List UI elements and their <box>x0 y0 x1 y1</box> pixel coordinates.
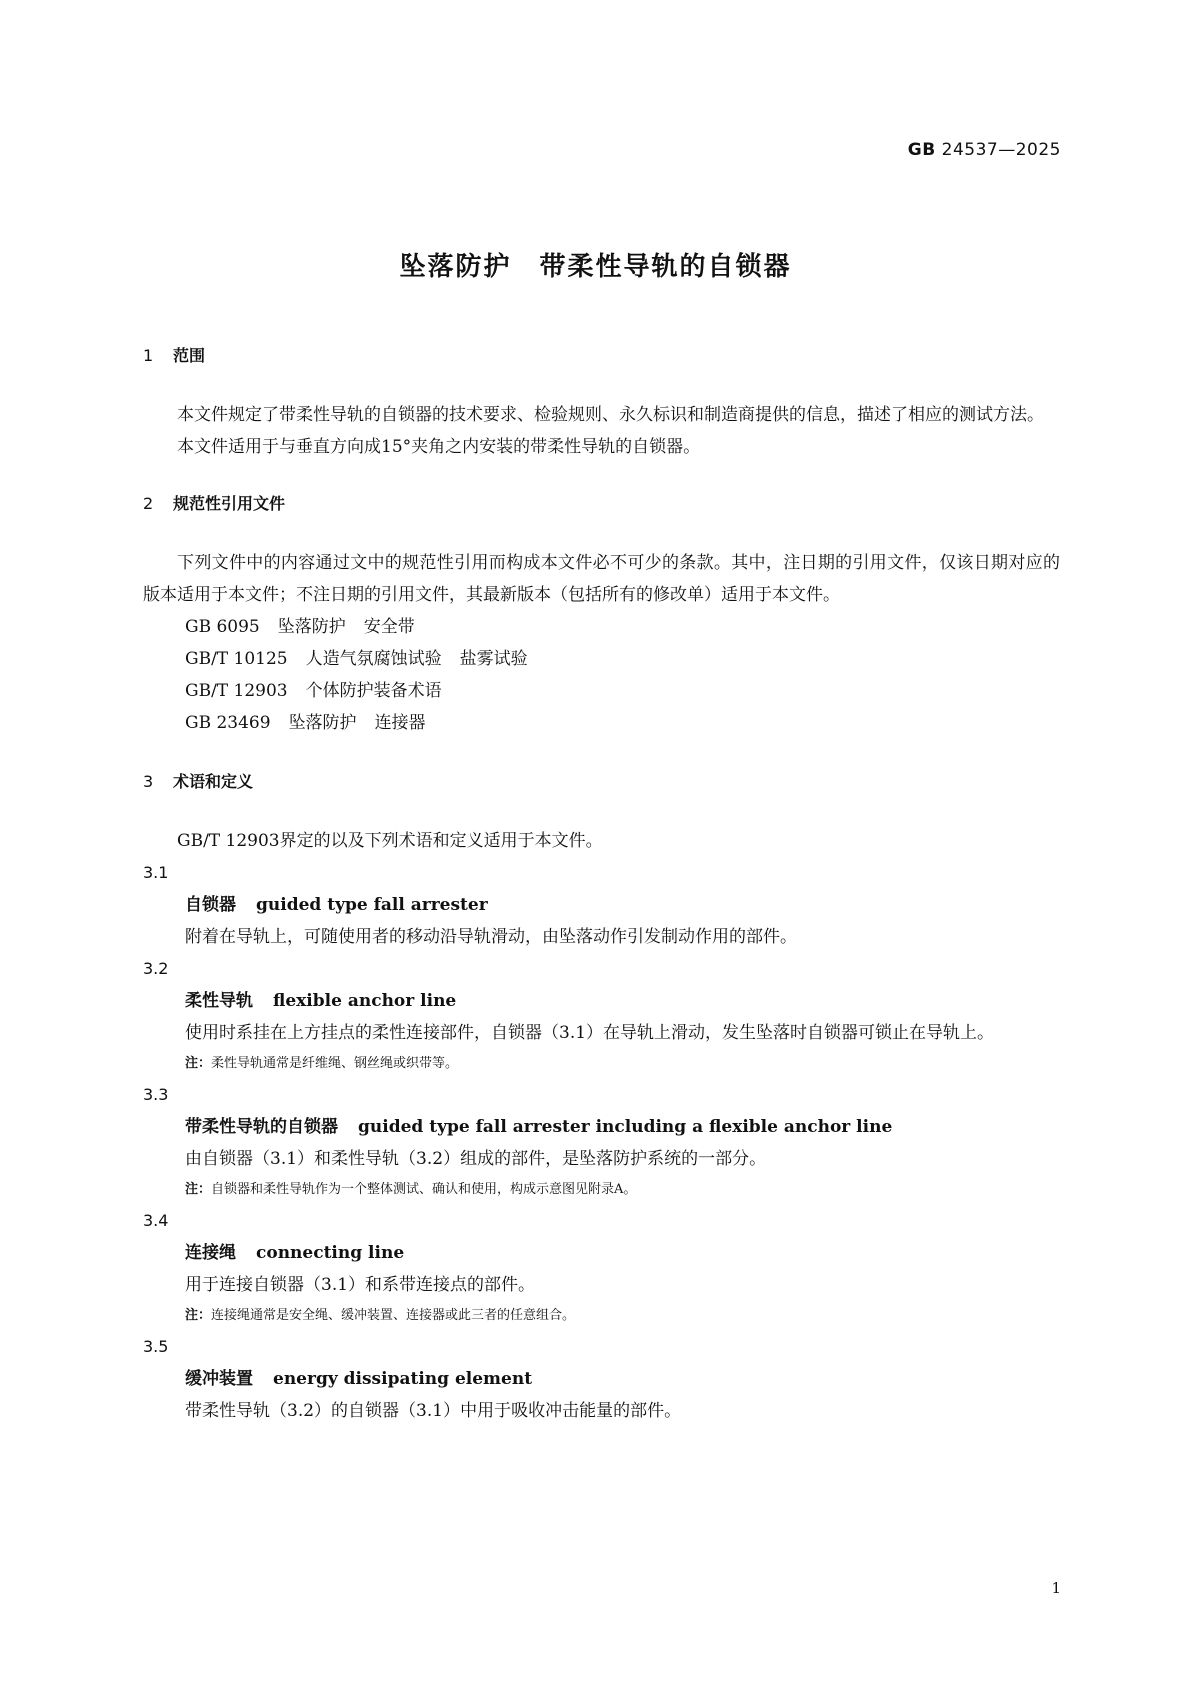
term-entry <box>143 1331 1060 1427</box>
term-note: 注：自锁器和柔性导轨作为一个整体测试、确认和使用，构成示意图见附录A。 <box>185 1182 637 1197</box>
term-number: 3.5 <box>143 1337 169 1356</box>
term-definition: 附着在导轨上，可随使用者的移动沿导轨滑动，由坠落动作引发制动作用的部件。 <box>185 927 797 947</box>
standard-number <box>908 140 1061 160</box>
reference-item: GB/T 10125 人造气氛腐蚀试验 盐雾试验 <box>185 649 528 669</box>
paragraph: 下列文件中的内容通过文中的规范性引用而构成本文件必不可少的条款。其中，注日期的引用文件，仅该日期对应的版本适用于本文件；不注日期的引用文件，其最新版本（包括所有的修改单）适用于本文件。 <box>143 553 1060 605</box>
standard-code: 24537—2025 <box>941 140 1061 160</box>
section-heading: 3 术语和定义 <box>143 772 254 791</box>
document-title: 坠落防护 带柔性导轨的自锁器 <box>399 252 792 282</box>
term-definition: 使用时系挂在上方挂点的柔性连接部件，自锁器（3.1）在导轨上滑动，发生坠落时自锁器可锁止在导轨上。 <box>185 1023 995 1043</box>
paragraph: 本文件适用于与垂直方向成15°夹角之内安装的带柔性导轨的自锁器。 <box>177 437 701 457</box>
paragraph: GB/T 12903界定的以及下列术语和定义适用于本文件。 <box>177 831 603 851</box>
term-definition: 用于连接自锁器（3.1）和系带连接点的部件。 <box>185 1275 536 1295</box>
term-note: 注：柔性导轨通常是纤维绳、钢丝绳或织带等。 <box>185 1056 459 1071</box>
page-number: 1 <box>1051 1579 1061 1597</box>
section-scope <box>143 345 1060 463</box>
term-number: 3.2 <box>143 959 169 978</box>
term-name: 自锁器 guided type fall arrester <box>185 895 488 915</box>
document-body <box>143 345 1060 1455</box>
term-definition: 由自锁器（3.1）和柔性导轨（3.2）组成的部件，是坠落防护系统的一部分。 <box>185 1149 767 1169</box>
term-number: 3.1 <box>143 863 169 882</box>
term-number: 3.4 <box>143 1211 169 1230</box>
reference-item: GB 23469 坠落防护 连接器 <box>185 713 426 733</box>
term-entry <box>143 953 1060 1079</box>
reference-item: GB 6095 坠落防护 安全带 <box>185 617 415 637</box>
standard-prefix: GB <box>907 140 936 160</box>
section-heading: 2 规范性引用文件 <box>143 494 286 513</box>
term-definition: 带柔性导轨（3.2）的自锁器（3.1）中用于吸收冲击能量的部件。 <box>185 1401 682 1421</box>
section-terms-definitions <box>143 771 1060 1427</box>
section-heading: 1 范围 <box>143 346 206 365</box>
term-name: 柔性导轨 flexible anchor line <box>185 991 457 1011</box>
paragraph: 本文件规定了带柔性导轨的自锁器的技术要求、检验规则、永久标识和制造商提供的信息，描述了相应的测试方法。 <box>177 405 1044 425</box>
term-entry <box>143 1079 1060 1205</box>
term-entry <box>143 857 1060 953</box>
term-note: 注：连接绳通常是安全绳、缓冲装置、连接器或此三者的任意组合。 <box>185 1308 576 1323</box>
term-name: 连接绳 connecting line <box>185 1243 405 1263</box>
term-number: 3.3 <box>143 1085 169 1104</box>
reference-item: GB/T 12903 个体防护装备术语 <box>185 681 442 701</box>
term-name: 缓冲装置 energy dissipating element <box>185 1369 533 1389</box>
term-name: 带柔性导轨的自锁器 guided type fall arrester including a flexible anchor line <box>185 1117 893 1137</box>
term-entry <box>143 1205 1060 1331</box>
section-normative-references <box>143 493 1060 739</box>
